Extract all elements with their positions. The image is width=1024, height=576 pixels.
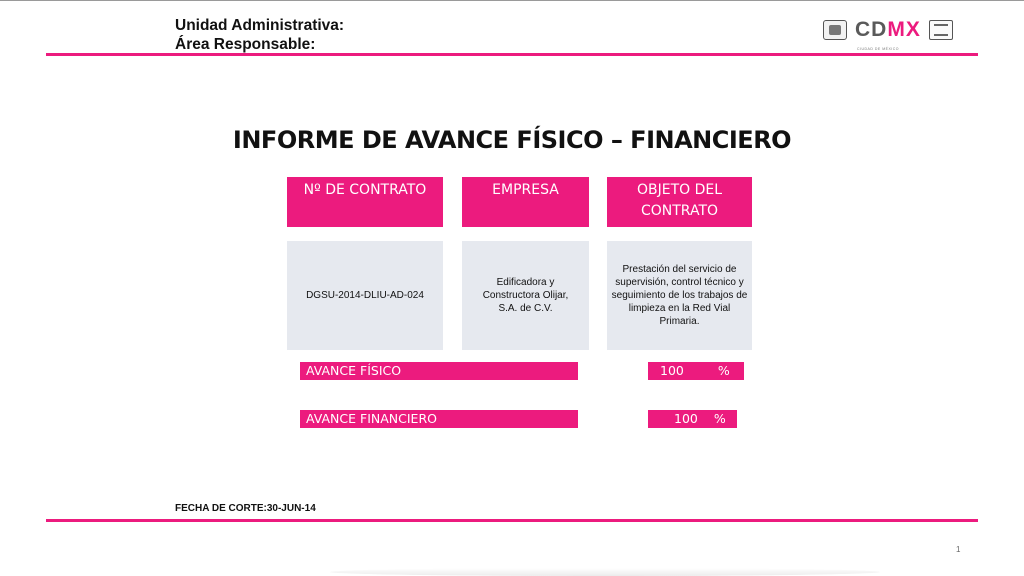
avance-financiero-label: AVANCE FINANCIERO [300,410,578,428]
avance-fisico-value: 100 [660,363,684,378]
cdmx-logo: CDMX CIUDAD DE MÉXICO [855,21,921,39]
avance-financiero-unit: % [713,411,726,426]
cell-empresa: Edificadora y Constructora Olijar, S.A. de C.V. [462,241,589,350]
unidad-administrativa-label: Unidad Administrativa: [175,17,345,34]
page-title: INFORME DE AVANCE FÍSICO – FINANCIERO [232,126,792,154]
agency-emblem-icon [929,20,953,40]
area-responsable-label: Área Responsable: [175,36,316,53]
header-objeto-contrato: OBJETO DEL CONTRATO [607,177,752,227]
header-numero-contrato: Nº DE CONTRATO [287,177,443,227]
header-logos [823,18,953,51]
fecha-corte: FECHA DE CORTE:30-JUN-14 [175,503,316,514]
cell-objeto-contrato: Prestación del servicio de supervisión, control técnico y seguimiento de los trabajos de limpieza en la Red Vial Primaria. [607,241,752,350]
cdmx-logo-subtext: CIUDAD DE MÉXICO [857,47,900,51]
header-empresa: EMPRESA [462,177,589,227]
page-number: 1 [956,545,961,554]
footer-divider [46,519,978,522]
slide-shadow [330,568,880,576]
cell-numero-contrato: DGSU-2014-DLIU-AD-024 [287,241,443,350]
avance-financiero-value-box [648,410,737,428]
avance-fisico-unit: % [717,363,730,378]
avance-fisico-value-box [648,362,744,380]
avance-financiero-value: 100 [674,411,698,426]
top-border-line [0,0,1024,1]
government-seal-icon [823,20,847,40]
header-divider [46,53,978,56]
avance-fisico-label: AVANCE FÍSICO [300,362,578,380]
